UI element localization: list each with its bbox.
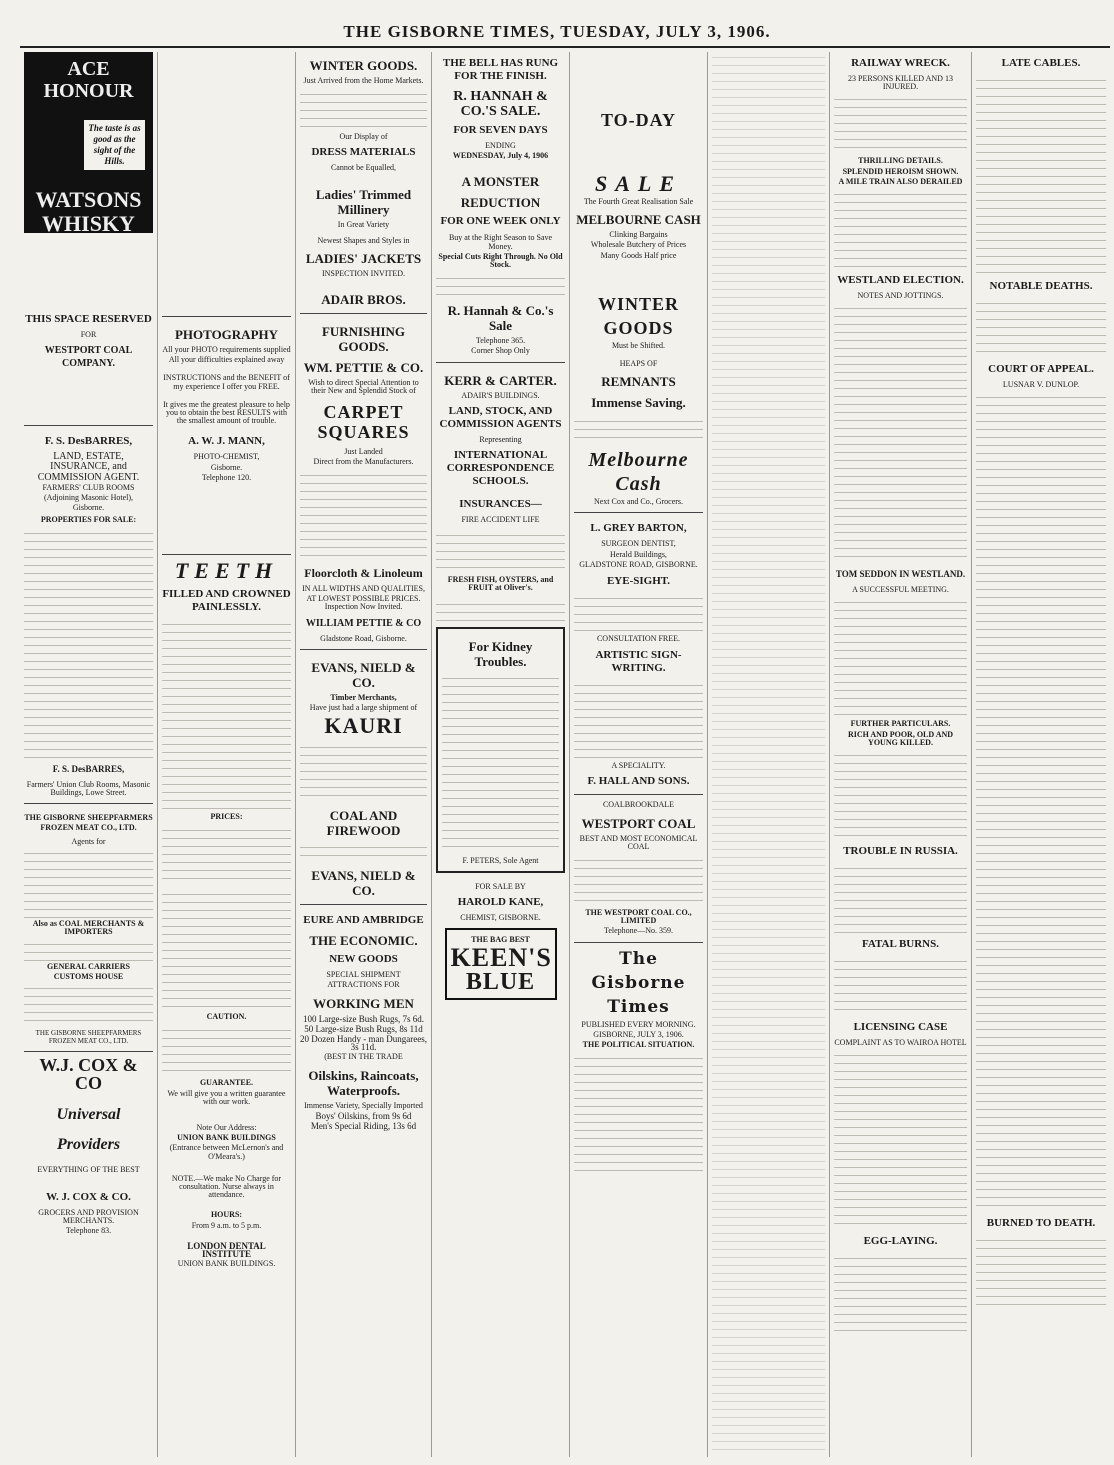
- photo-telephone: Telephone 120.: [201, 472, 252, 482]
- gisborne-date: GISBORNE, JULY 3, 1906.: [593, 1029, 684, 1039]
- caution-heading: CAUTION.: [206, 1012, 247, 1022]
- timber-merchants: Timber Merchants,: [330, 692, 397, 702]
- guarantee-line: We will give you a written guarantee with our work.: [167, 1088, 286, 1106]
- kidney-heading: For Kidney Troubles.: [468, 638, 533, 669]
- cox-best: EVERYTHING OF THE BEST: [37, 1165, 140, 1175]
- coal-body: [574, 855, 703, 905]
- masthead-rule: [20, 46, 1110, 48]
- oilskins-sub: Immense Variety, Specially Imported: [304, 1100, 423, 1110]
- column-4: [432, 52, 570, 1457]
- seddon-body: [834, 597, 967, 717]
- artistic-body: [574, 680, 703, 760]
- general-carriers: GENERAL CARRIERS: [47, 961, 130, 971]
- must-shifted: Must be Shifted.: [611, 340, 666, 350]
- dungarees: 20 Dozen Handy - man Dungarees, 3s 11d.: [300, 1034, 427, 1053]
- desbarres-line: Gisborne.: [72, 503, 105, 513]
- heroism: SPLENDID HEROISM SHOWN.: [842, 166, 959, 176]
- barton: L. GREY BARTON,: [590, 522, 687, 535]
- photo-line: It gives me the greatest pleasure to help you to obtain the best RESULTS with the smallest amount of trouble.: [163, 399, 290, 426]
- kerr-carter: KERR & CARTER.: [444, 372, 557, 388]
- eye-sight: EYE-SIGHT.: [606, 575, 671, 588]
- chemist: CHEMIST, GISBORNE.: [460, 913, 541, 923]
- column-7: [830, 52, 972, 1457]
- railway-body: [834, 750, 967, 840]
- special-cuts: Special Cuts Right Through. No Old Stock.: [438, 251, 563, 270]
- mile-train: A MILE TRAIN ALSO DERAILED: [838, 176, 963, 186]
- desbarres-line: COMMISSION AGENT.: [37, 471, 140, 483]
- column-8: [972, 52, 1110, 1457]
- desbarres-name: F. S. DesBARRES,: [44, 435, 133, 448]
- newest-shapes: Newest Shapes and Styles in: [317, 235, 410, 245]
- fish-body: [436, 599, 565, 621]
- reduction: REDUCTION: [460, 195, 541, 211]
- photo-line: INSTRUCTIONS and the BENEFIT of my experience I offer you FREE.: [163, 373, 290, 391]
- photo-role: PHOTO-CHEMIST,: [193, 452, 260, 462]
- reserved-heading: THIS SPACE RESERVED: [25, 313, 152, 325]
- today: TO-DAY: [600, 110, 677, 130]
- hall-sons: F. HALL AND SONS.: [587, 775, 690, 788]
- pettie-name: WM. PETTIE & CO.: [303, 360, 424, 376]
- burns-body: [834, 956, 967, 1016]
- one-week: FOR ONE WEEK ONLY: [440, 215, 561, 228]
- photo-line: All your difficulties explained away: [168, 355, 285, 365]
- working-men: WORKING MEN: [313, 995, 414, 1011]
- political-body: [574, 1053, 703, 1173]
- blue: BLUE: [465, 969, 536, 996]
- coal-merchants: Also as COAL MERCHANTS & IMPORTERS: [32, 919, 145, 937]
- ending: ENDING: [485, 141, 516, 150]
- great-variety: In Great Variety: [337, 219, 390, 229]
- sheepfarmers-signature: THE GISBORNE SHEEPFARMERS FROZEN MEAT CO., LTD.: [35, 1029, 142, 1046]
- heaps-of: HEAPS OF: [619, 359, 658, 369]
- photo-place: Gisborne.: [210, 462, 243, 472]
- court-body: [976, 392, 1106, 1212]
- insurance-body: [436, 530, 565, 570]
- many-goods: Many Goods Half price: [600, 250, 677, 260]
- thrilling: THRILLING DETAILS.: [858, 156, 943, 166]
- union-bank: UNION BANK BUILDINGS.: [177, 1259, 276, 1269]
- wed-date: WEDNESDAY, July 4, 1906: [452, 151, 549, 161]
- coal-body: [300, 842, 427, 862]
- winter-goods-body: [300, 89, 427, 129]
- cables-body: [976, 75, 1106, 275]
- keens-blue-ad: [445, 928, 557, 1000]
- westport-coal: WESTPORT COAL: [581, 815, 696, 831]
- notable-deaths: NOTABLE DEATHS.: [989, 280, 1093, 292]
- bell-heading: THE BELL HAS RUNG FOR THE FINISH.: [442, 57, 559, 82]
- burned-to-death: BURNED TO DEATH.: [986, 1217, 1096, 1230]
- complaint: COMPLAINT AS TO WAIROA HOTEL: [834, 1038, 967, 1048]
- egg-laying: EGG-LAYING.: [863, 1235, 938, 1248]
- eure-ambridge: EURE AND AMBRIDGE: [303, 914, 424, 927]
- cox-telephone: Telephone 83.: [65, 1226, 112, 1236]
- gladstone-road: Gladstone Road, Gisborne.: [320, 633, 407, 643]
- caution-body: [162, 1025, 291, 1075]
- kidney-body: [442, 673, 559, 853]
- political-situation: THE POLITICAL SITUATION.: [582, 1040, 695, 1050]
- adairs-buildings: ADAIR'S BUILDINGS.: [461, 390, 540, 400]
- wholesale: Wholesale Butchery of Prices: [590, 240, 687, 250]
- railway-body: [834, 94, 967, 154]
- watsons-ad: [24, 52, 153, 236]
- seven-days: FOR SEVEN DAYS: [453, 124, 548, 136]
- remnants: REMNANTS: [601, 374, 676, 390]
- sale: SALE: [594, 171, 683, 196]
- photo-name: A. W. J. MANN,: [188, 435, 265, 448]
- ladies-jackets: LADIES' JACKETS: [305, 251, 422, 267]
- watsons-slogan: The taste is as good as the sight of the Hills.: [84, 120, 145, 170]
- sheepfarmers-agents: Agents for: [71, 837, 106, 847]
- attractions: ATTRACTIONS FOR: [327, 980, 400, 990]
- sale-body: [574, 416, 703, 442]
- direct-mfr: Direct from the Manufacturers.: [313, 456, 414, 466]
- address-line: UNION BANK BUILDINGS: [177, 1133, 276, 1143]
- london-dental: LONDON DENTAL INSTITUTE: [187, 1240, 266, 1260]
- fatal-burns: FATAL BURNS.: [861, 938, 939, 951]
- cannot-equalled: Cannot be Equalled,: [330, 163, 397, 173]
- monster: A MONSTER: [461, 174, 540, 190]
- gisborne-times: The Gisborne Times: [591, 948, 686, 1017]
- properties-list: [24, 528, 153, 758]
- column-1: [20, 52, 158, 1457]
- have-kauri: Have just had a large shipment of: [309, 703, 418, 713]
- clinking: Clinking Bargains: [609, 230, 668, 240]
- new-goods: NEW GOODS: [329, 953, 398, 966]
- herald-buildings: Herald Buildings,: [610, 549, 667, 559]
- fourth-great: The Fourth Great Realisation Sale: [583, 197, 694, 206]
- boys-oilskins: Boys' Oilskins, from 9s 6d: [315, 1110, 412, 1121]
- kauri: KAURI: [324, 713, 403, 739]
- further-particulars: FURTHER PARTICULARS.: [850, 719, 951, 729]
- intl-corr: INTERNATIONAL CORRESPONDENCE SCHOOLS.: [446, 449, 555, 488]
- properties-heading: PROPERTIES FOR SALE:: [40, 515, 137, 525]
- for-sale-by: FOR SALE BY: [475, 881, 526, 891]
- adair-bros: ADAIR BROS.: [321, 292, 406, 308]
- floorcloth-linoleum: Floorcloth & Linoleum: [304, 566, 423, 581]
- hours-heading: HOURS:: [210, 1210, 243, 1220]
- trouble-russia: TROUBLE IN RUSSIA.: [843, 845, 958, 858]
- sheepfarmers-text: [24, 939, 153, 961]
- column-3: [296, 52, 432, 1457]
- prices-heading: PRICES:: [210, 812, 243, 822]
- artistic-sign: ARTISTIC SIGN-WRITING.: [595, 649, 682, 675]
- melbourne-cash: MELBOURNE CASH: [576, 212, 701, 228]
- egg-body: [834, 1253, 967, 1333]
- address-line: (Entrance between McLernon's and O'Meara's.): [169, 1143, 284, 1161]
- gladstone-road: GLADSTONE ROAD, GISBORNE.: [579, 559, 698, 569]
- harold-kane: HAROLD KANE,: [457, 896, 544, 909]
- telephone: Telephone—No. 359.: [604, 926, 673, 936]
- late-cables: LATE CABLES.: [1001, 57, 1081, 69]
- special-shipment: SPECIAL SHIPMENT: [326, 970, 401, 980]
- bush-rugs: 50 Large-size Bush Rugs, 8s 11d: [304, 1023, 423, 1034]
- immense-saving: Immense Saving.: [591, 395, 686, 411]
- watsons-brand: WATSONS WHISKY: [35, 187, 142, 236]
- desbarres-address: Farmers' Union Club Rooms, Masonic Buildings, Lowe Street.: [26, 779, 151, 797]
- burned-body: [976, 1235, 1106, 1305]
- land-stock: LAND, STOCK, AND COMMISSION AGENTS: [439, 404, 562, 430]
- hours-value: From 9 a.m. to 5 p.m.: [191, 1220, 262, 1230]
- railway-body: [834, 189, 967, 269]
- address-note: Note Our Address:: [196, 1123, 257, 1133]
- fresh-fish: FRESH FISH, OYSTERS, and FRUIT at Oliver's.: [447, 575, 554, 593]
- oilskins: Oilskins, Raincoats, Waterproofs.: [308, 1067, 419, 1098]
- teeth-subheading: FILLED AND CROWNED PAINLESSLY.: [162, 588, 291, 614]
- coalbrookdale: COALBROOKDALE: [602, 800, 675, 810]
- lusnar-dunlop: LUSNAR V. DUNLOP.: [1002, 380, 1080, 389]
- customs-house: CUSTOMS HOUSE: [53, 971, 124, 981]
- licensing-case: LICENSING CASE: [853, 1021, 948, 1034]
- photo-line: All your PHOTO requirements supplied: [162, 345, 291, 354]
- hannah-sale: R. Hannah & Co.'s Sale: [447, 303, 554, 334]
- ladies-millinery: Ladies' Trimmed Millinery: [315, 186, 412, 217]
- buy-right: Buy at the Right Season to Save Money.: [448, 233, 553, 251]
- dress-materials: DRESS MATERIALS: [311, 146, 416, 159]
- just-arrived: Just Arrived from the Home Markets.: [303, 76, 424, 85]
- desbarres-line: (Adjoining Masonic Hotel),: [43, 493, 134, 503]
- melbourne-cash: Melbourne Cash: [588, 449, 689, 496]
- notes-jottings: NOTES AND JOTTINGS.: [857, 291, 944, 301]
- westport-company: THE WESTPORT COAL CO., LIMITED: [585, 908, 692, 926]
- cox-name: W. J. COX & CO.: [46, 1190, 131, 1203]
- winter-goods-heading: WINTER GOODS.: [309, 58, 418, 73]
- carpet-squares: CARPET SQUARES: [317, 401, 410, 442]
- rich-poor: RICH AND POOR, OLD AND YOUNG KILLED.: [847, 729, 954, 747]
- cox-logo: W.J. COX & CO: [39, 1055, 138, 1094]
- bush-rugs: 100 Large-size Bush Rugs, 7s 6d.: [302, 1013, 425, 1024]
- editorial-text: [712, 52, 825, 1457]
- keens: KEEN'S: [450, 943, 552, 973]
- sole-agent: F. PETERS, Sole Agent: [462, 855, 539, 865]
- railway-sub: 23 PERSONS KILLED AND 13 INJURED.: [848, 74, 953, 92]
- court-appeal: COURT OF APPEAL.: [988, 363, 1094, 375]
- inspection-invited: INSPECTION INVITED.: [321, 269, 406, 279]
- desbarres-line: LAND, ESTATE,: [53, 451, 124, 463]
- mens-riding: Men's Special Riding, 13s 6d: [310, 1121, 417, 1132]
- desbarres-line: FARMERS' CLUB ROOMS: [42, 482, 135, 492]
- railway-heading: RAILWAY WRECK.: [851, 57, 950, 69]
- photography-heading: PHOTOGRAPHY: [174, 327, 279, 342]
- published-every: PUBLISHED EVERY MORNING.: [581, 1019, 696, 1029]
- our-display: Our Display of: [339, 132, 388, 142]
- cox-providers: Providers: [56, 1136, 121, 1154]
- furnishing-goods: FURNISHING GOODS.: [321, 324, 406, 355]
- reserved-for: FOR: [80, 330, 97, 339]
- corner-shop: Corner Shop Only: [471, 346, 530, 356]
- desbarres-line: INSURANCE, and: [50, 461, 127, 473]
- best-economical: BEST AND MOST ECONOMICAL COAL: [579, 833, 698, 851]
- pettie-name: WILLIAM PETTIE & CO: [305, 617, 422, 629]
- deaths-body: [976, 298, 1106, 358]
- representing: Representing: [479, 434, 522, 444]
- westland-heading: WESTLAND ELECTION.: [837, 274, 964, 287]
- westland-body: [834, 303, 967, 563]
- eyesight-body: [574, 593, 703, 633]
- hannah-body: [436, 273, 565, 297]
- all-widths: IN ALL WIDTHS AND QUALITIES,: [302, 584, 425, 594]
- evans-nield: EVANS, NIELD & CO.: [311, 659, 416, 690]
- telephone: Telephone 365.: [475, 336, 526, 346]
- sheepfarmers-heading: THE GISBORNE SHEEPFARMERS FROZEN MEAT CO., LTD.: [24, 813, 153, 833]
- seddon-heading: TOM SEDDON IN WESTLAND.: [835, 569, 966, 580]
- evans-nield: EVANS, NIELD & CO.: [311, 868, 416, 899]
- lowest-prices: AT LOWEST POSSIBLE PRICES. Inspection Now Invited.: [306, 594, 421, 612]
- cox-merchants: GROCERS AND PROVISION MERCHANTS.: [38, 1207, 139, 1225]
- sheepfarmers-text: [24, 848, 153, 918]
- column-6: [708, 52, 830, 1457]
- bag-best: THE BAG BEST: [471, 935, 530, 945]
- column-5: [570, 52, 708, 1457]
- successful-meeting: A SUCCESSFUL MEETING.: [852, 585, 949, 595]
- licensing-body: [834, 1050, 967, 1230]
- consultation-free: CONSULTATION FREE.: [596, 634, 681, 644]
- insurances: INSURANCES—: [459, 498, 542, 511]
- pettie-sub: Wish to direct Special Attention to their New and Splendid Stock of: [308, 378, 419, 396]
- sheepfarmers-text: [24, 983, 153, 1027]
- desbarres-signature: F. S. DesBARRES,: [52, 763, 125, 774]
- speciality: A SPECIALITY.: [611, 761, 666, 771]
- masthead: THE GISBORNE TIMES, TUESDAY, JULY 3, 1906.: [343, 22, 771, 41]
- surgeon-dentist: SURGEON DENTIST,: [601, 539, 676, 549]
- hannah-sale: R. HANNAH & CO.'S SALE.: [453, 89, 548, 119]
- teeth-heading: TEETH: [174, 558, 279, 584]
- teeth-body: [162, 889, 291, 1009]
- russia-body: [834, 863, 967, 933]
- coal-firewood: COAL AND FIREWOOD: [326, 808, 401, 839]
- best-trade: (BEST IN THE TRADE: [324, 1052, 403, 1062]
- fire-acc-life: FIRE ACCIDENT LIFE: [461, 515, 540, 525]
- prices-list: [162, 825, 291, 885]
- column-2: [158, 52, 296, 1457]
- the-economic: THE ECONOMIC.: [309, 933, 418, 949]
- cox-universal: Universal: [56, 1106, 121, 1124]
- teeth-body: [162, 619, 291, 809]
- next-coy: Next Cox and Co., Grocers.: [593, 497, 684, 507]
- guarantee-heading: GUARANTEE.: [199, 1078, 254, 1088]
- consultation-note: NOTE.—We make No Charge for consultation. Nurse always in attendance.: [171, 1173, 282, 1200]
- reserved-company: WESTPORT COAL COMPANY.: [44, 345, 133, 370]
- just-landed: Just Landed: [344, 446, 383, 456]
- kauri-body: [300, 742, 427, 802]
- carpet-body: [300, 470, 427, 560]
- winter-goods: WINTER GOODS: [597, 293, 679, 338]
- watsons-top: ACE HONOUR: [43, 58, 134, 102]
